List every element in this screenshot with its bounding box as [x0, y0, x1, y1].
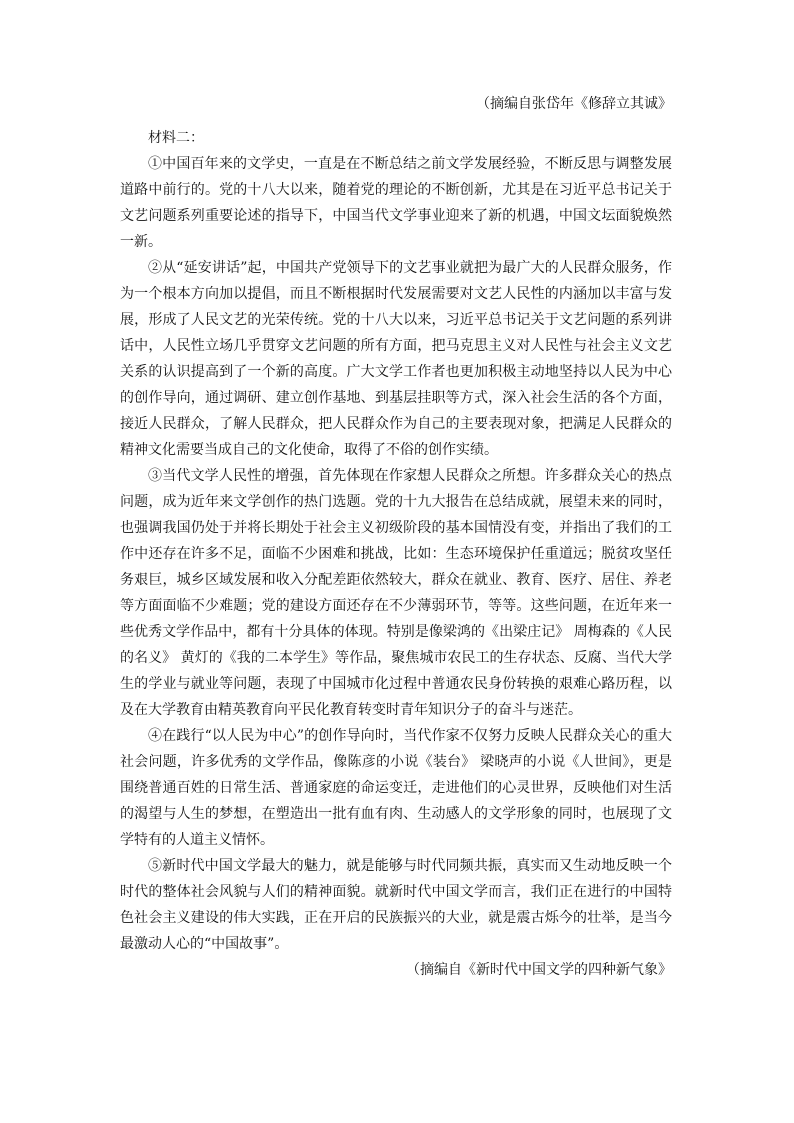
document-body — [120, 91, 672, 983]
top-source-citation: （摘编自张岱年《修辞立其诚》 — [476, 96, 672, 112]
paragraph-2: ②从“延安讲话”起，中国共产党领导下的文艺事业就把为最广大的人民群众服务，作为一个根本方向加以提倡，而且不断根据时代发展需要对文艺人民性的内涵加以丰富与发展，形成了人民文艺的光荣传统。党的十八大以来，习近平总书记关于文艺问题的系列讲话中，人民性立场几乎贯穿文艺问题的所有方面，把马克思主义对人民性与社会主义文艺关系的认识提高到了一个新的高度。广大文学工作者也更加积极主动地坚持以人民为中心的创作导向，通过调研、建立创作基地、到基层挂职等方式，深入社会生活的各个方面，接近人民群众，了解人民群众，把人民群众作为自己的主要表现对象，把满足人民群众的精神文化需要当成自己的文化使命，取得了不俗的创作实绩。 — [120, 260, 672, 458]
paragraph-1: ①中国百年来的文学史，一直是在不断总结之前文学发展经验，不断反思与调整发展道路中前行的。党的十八大以来，随着党的理论的不断创新，尤其是在习近平总书记关于文艺问题系列重要论述的指导下，中国当代文学事业迎来了新的机遇，中国文坛面貌焕然一新。 — [120, 156, 672, 250]
paragraph-4: ④在践行“以人民为中心”的创作导向时，当代作家不仅努力反映人民群众关心的重大社会问题，许多优秀的文学作品，像陈彦的小说《装台》 梁晓声的小说《人世间》，更是围绕普通百姓的日常生活、普通家庭的命运变迁，走进他们的心灵世界，反映他们对生活的渴望与人生的梦想，在塑造出一批有血有肉、生动感人的文学形象的同时，也展现了文学特有的人道主义情怀。 — [120, 728, 672, 848]
paragraph-3: ③当代文学人民性的增强，首先体现在作家想人民群众之所想。许多群众关心的热点问题，成为近年来文学创作的热门选题。党的十九大报告在总结成就，展望未来的同时，也强调我国仍处于并将长期处于社会主义初级阶段的基本国情没有变，并指出了我们的工作中还存在许多不足，面临不少困难和挑战，比如：生态环境保护任重道远；脱贫攻坚任务艰巨，城乡区域发展和收入分配差距依然较大，群众在就业、教育、医疗、居住、养老等方面面临不少难题；党的建设方面还存在不少薄弱环节，等等。这些问题，在近年来一些优秀文学作品中，都有十分具体的体现。特别是像梁鸿的《出梁庄记》 周梅森的《人民的名义》 黄灯的《我的二本学生》等作品，聚焦城市农民工的生存状态、反腐、当代大学生的学业与就业等问题，表现了中国城市化过程中普通农民身份转换的艰难心路历程，以及在大学教育由精英教育向平民化教育转变时青年知识分子的奋斗与迷茫。 — [120, 468, 672, 718]
bottom-source-citation: （摘编自《新时代中国文学的四种新气象》 — [406, 962, 672, 978]
material-heading: 材料二： — [148, 130, 204, 146]
paragraph-5: ⑤新时代中国文学最大的魅力，就是能够与时代同频共振，真实而又生动地反映一个时代的整体社会风貌与人们的精神面貌。就新时代中国文学而言，我们正在进行的中国特色社会主义建设的伟大实践，正在开启的民族振兴的大业，就是震古烁今的壮举，是当今最激动人心的“中国故事”。 — [120, 858, 672, 952]
